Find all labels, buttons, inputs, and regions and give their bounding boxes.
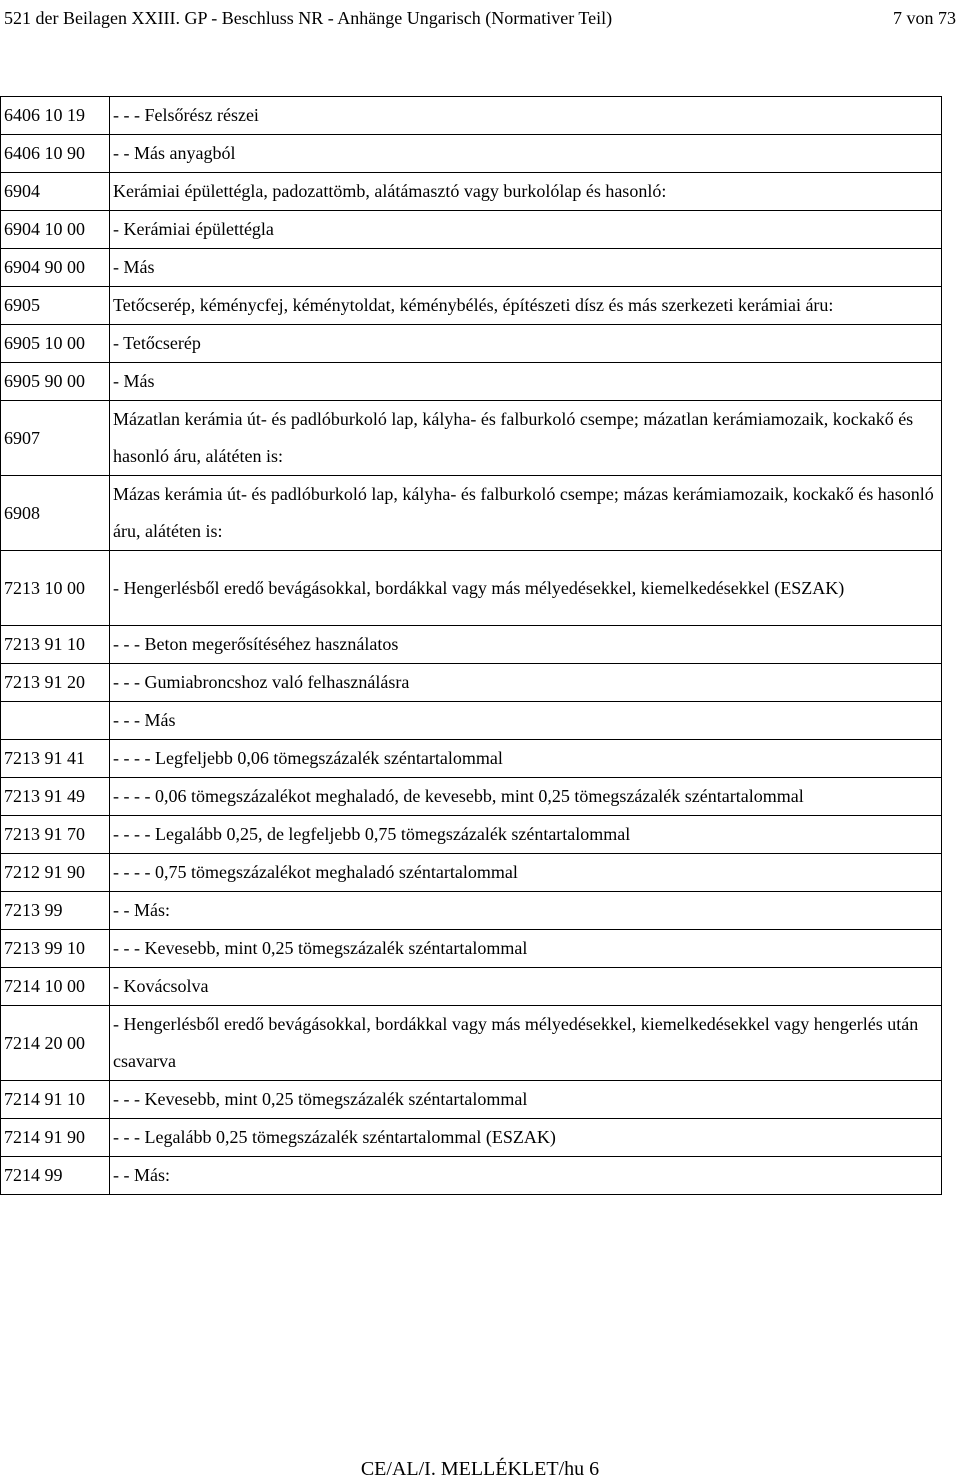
code-cell: 7214 10 00 — [1, 968, 110, 1006]
code-cell: 6904 90 00 — [1, 249, 110, 287]
description-cell: Tetőcserép, kéménycfej, kéménytoldat, kéménybélés, építészeti dísz és más szerkezeti kerámiai áru: — [110, 287, 942, 325]
table-row — [1, 854, 942, 892]
code-cell: 7213 91 49 — [1, 778, 110, 816]
description-cell: Kerámiai épülettégla, padozattömb, alátámasztó vagy burkolólap és hasonló: — [110, 173, 942, 211]
table-row — [1, 626, 942, 664]
document-title: 521 der Beilagen XXIII. GP - Beschluss NR - Anhänge Ungarisch (Normativer Teil) — [4, 8, 613, 28]
table-row — [1, 778, 942, 816]
description-cell: Mázatlan kerámia út- és padlóburkoló lap, kályha- és falburkoló csempe; mázatlan kerámiamozaik, kockakő és hasonló áru, alátéten is: — [110, 401, 942, 476]
table-row — [1, 1157, 942, 1195]
code-cell: 7213 10 00 — [1, 551, 110, 626]
description-cell: - - Más: — [110, 1157, 942, 1195]
description-cell: - - - Kevesebb, mint 0,25 tömegszázalék széntartalommal — [110, 1081, 942, 1119]
code-cell: 6406 10 19 — [1, 97, 110, 135]
table-row — [1, 930, 942, 968]
table-row — [1, 551, 942, 626]
table-row — [1, 892, 942, 930]
description-cell: - - - - 0,75 tömegszázalékot meghaladó széntartalommal — [110, 854, 942, 892]
table-row — [1, 1119, 942, 1157]
code-cell: 7212 91 90 — [1, 854, 110, 892]
description-cell: - - - - 0,06 tömegszázalékot meghaladó, de kevesebb, mint 0,25 tömegszázalék széntartalommal — [110, 778, 942, 816]
table-row — [1, 702, 942, 740]
description-cell: - Hengerlésből eredő bevágásokkal, bordákkal vagy más mélyedésekkel, kiemelkedésekkel vagy hengerlés után csavarva — [110, 1006, 942, 1081]
table-row — [1, 287, 942, 325]
table-row — [1, 664, 942, 702]
description-cell: - Más — [110, 363, 942, 401]
description-cell: - - - Felsőrész részei — [110, 97, 942, 135]
table-row — [1, 325, 942, 363]
code-cell: 7214 99 — [1, 1157, 110, 1195]
table-row — [1, 211, 942, 249]
code-cell: 6907 — [1, 401, 110, 476]
table-row — [1, 249, 942, 287]
description-cell: - - - - Legfeljebb 0,06 tömegszázalék széntartalommal — [110, 740, 942, 778]
code-cell: 7213 91 41 — [1, 740, 110, 778]
code-cell: 6904 — [1, 173, 110, 211]
description-cell: - - - - Legalább 0,25, de legfeljebb 0,75 tömegszázalék széntartalommal — [110, 816, 942, 854]
description-cell: - Kovácsolva — [110, 968, 942, 1006]
code-cell: 6905 — [1, 287, 110, 325]
description-cell: Mázas kerámia út- és padlóburkoló lap, kályha- és falburkoló csempe; mázas kerámiamozaik, kockakő és hasonló áru, alátéten is: — [110, 476, 942, 551]
table-row — [1, 401, 942, 476]
tariff-code-table — [0, 96, 942, 1195]
code-cell: 7213 99 — [1, 892, 110, 930]
code-cell: 6905 90 00 — [1, 363, 110, 401]
code-cell: 6904 10 00 — [1, 211, 110, 249]
code-cell: 7213 99 10 — [1, 930, 110, 968]
description-cell: - - - Beton megerősítéséhez használatos — [110, 626, 942, 664]
table-row — [1, 363, 942, 401]
table-row — [1, 173, 942, 211]
description-cell: - Hengerlésből eredő bevágásokkal, bordákkal vagy más mélyedésekkel, kiemelkedésekkel (ESZAK) — [110, 551, 942, 626]
table-row — [1, 740, 942, 778]
code-cell: 7214 91 90 — [1, 1119, 110, 1157]
description-cell: - - - Más — [110, 702, 942, 740]
code-cell: 7214 20 00 — [1, 1006, 110, 1081]
table-row — [1, 476, 942, 551]
table-row — [1, 1006, 942, 1081]
code-cell: 7213 91 10 — [1, 626, 110, 664]
table-row — [1, 135, 942, 173]
table-row — [1, 1081, 942, 1119]
page-footer: CE/AL/I. MELLÉKLET/hu 6 — [360, 1458, 600, 1480]
description-cell: - - - Kevesebb, mint 0,25 tömegszázalék széntartalommal — [110, 930, 942, 968]
description-cell: - Tetőcserép — [110, 325, 942, 363]
description-cell: - Kerámiai épülettégla — [110, 211, 942, 249]
table-row — [1, 97, 942, 135]
code-cell: 7214 91 10 — [1, 1081, 110, 1119]
description-cell: - - - Legalább 0,25 tömegszázalék széntartalommal (ESZAK) — [110, 1119, 942, 1157]
description-cell: - Más — [110, 249, 942, 287]
code-cell: 7213 91 20 — [1, 664, 110, 702]
page-number: 7 von 73 — [893, 8, 956, 28]
page-header — [0, 0, 960, 40]
code-cell: 6908 — [1, 476, 110, 551]
table-row — [1, 816, 942, 854]
description-cell: - - - Gumiabroncshoz való felhasználásra — [110, 664, 942, 702]
code-cell: 7213 91 70 — [1, 816, 110, 854]
description-cell: - - Más anyagból — [110, 135, 942, 173]
description-cell: - - Más: — [110, 892, 942, 930]
code-cell — [1, 702, 110, 740]
code-cell: 6406 10 90 — [1, 135, 110, 173]
table-row — [1, 968, 942, 1006]
code-cell: 6905 10 00 — [1, 325, 110, 363]
